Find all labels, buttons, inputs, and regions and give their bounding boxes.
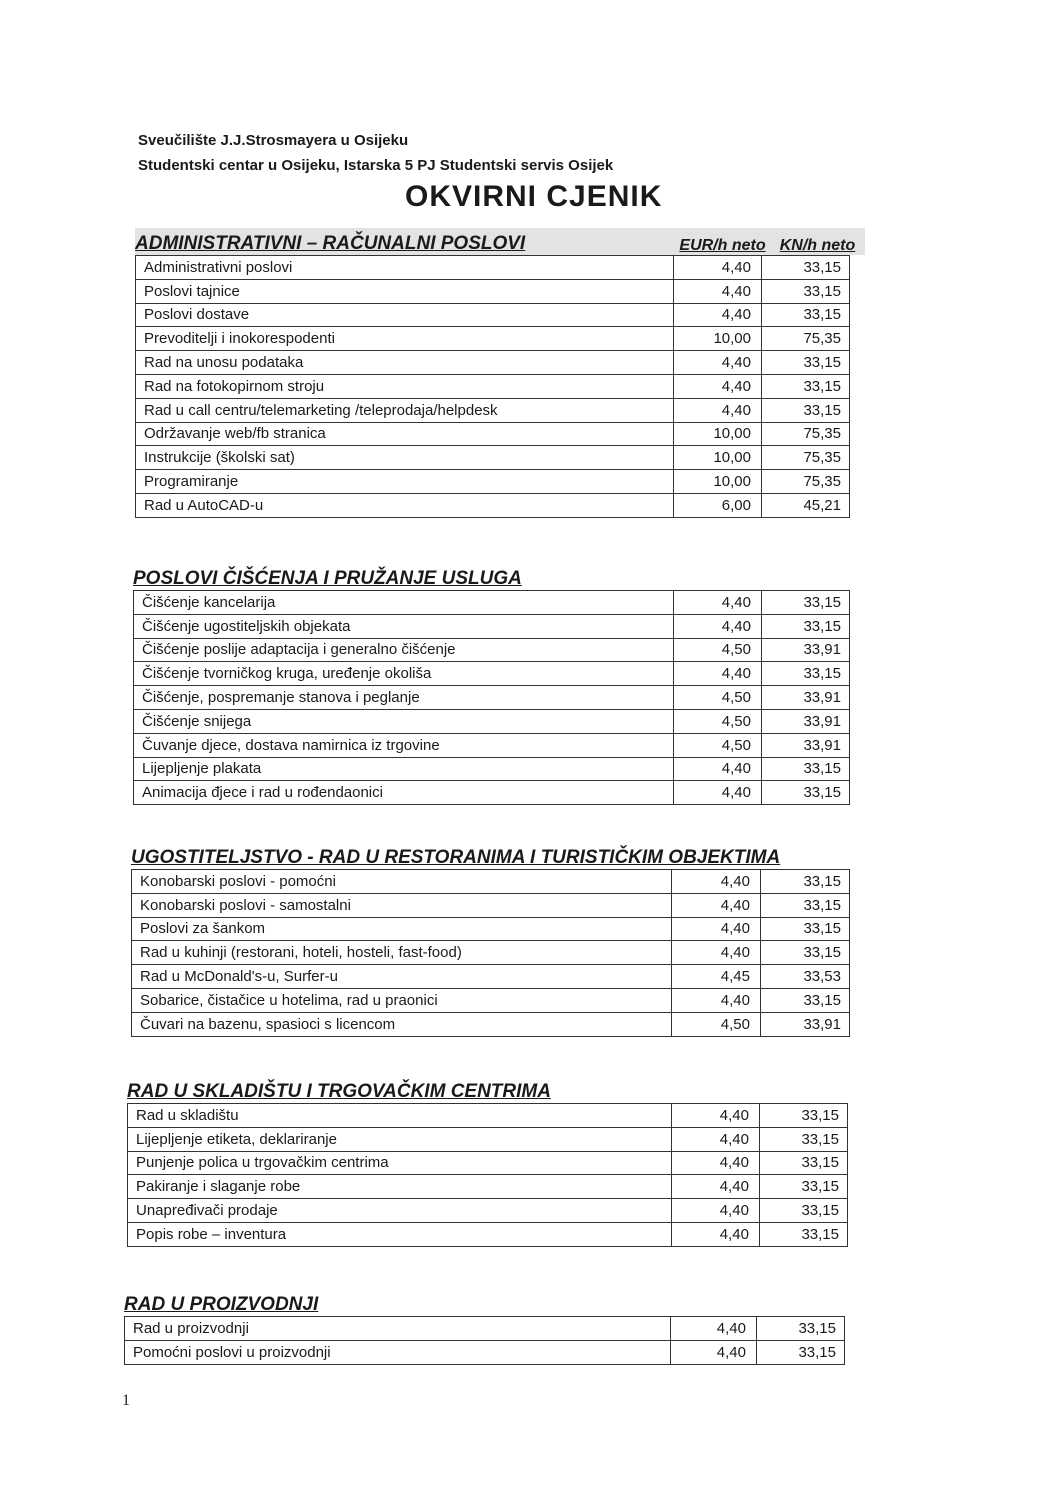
kn-rate-cell: 33,15	[760, 1222, 848, 1246]
price-table	[131, 869, 850, 1037]
section-title: RAD U PROIZVODNJI	[124, 1294, 319, 1315]
eur-rate-cell: 4,45	[672, 965, 761, 989]
university-name: Sveučilište J.J.Strosmayera u Osijeku	[138, 132, 409, 149]
table-row	[134, 733, 850, 757]
eur-rate-cell: 4,40	[674, 374, 762, 398]
table-row	[125, 1340, 845, 1364]
eur-rate-cell: 4,40	[674, 279, 762, 303]
kn-rate-cell: 45,21	[762, 493, 850, 517]
job-name-cell: Poslovi za šankom	[132, 917, 672, 941]
eur-rate-cell: 4,40	[672, 1104, 760, 1128]
job-name-cell: Čuvari na bazenu, spasioci s licencom	[132, 1012, 672, 1036]
section-heading	[135, 228, 865, 255]
table-row	[132, 917, 850, 941]
kn-rate-cell: 33,15	[761, 988, 850, 1012]
job-name-cell: Pomoćni poslovi u proizvodnji	[125, 1340, 671, 1364]
job-name-cell: Lijepljenje plakata	[134, 757, 674, 781]
column-header-eur: EUR/h neto	[679, 237, 766, 254]
table-row	[128, 1127, 848, 1151]
eur-rate-cell: 4,40	[674, 351, 762, 375]
eur-rate-cell: 4,40	[674, 614, 762, 638]
eur-rate-cell: 4,40	[672, 1199, 760, 1223]
kn-rate-cell: 33,15	[761, 893, 850, 917]
table-row	[128, 1104, 848, 1128]
eur-rate-cell: 4,50	[674, 638, 762, 662]
kn-rate-cell: 33,15	[757, 1340, 845, 1364]
eur-rate-cell: 4,40	[674, 256, 762, 280]
service-address: Studentski centar u Osijeku, Istarska 5 PJ Studentski servis Osijek	[138, 157, 614, 174]
kn-rate-cell: 33,91	[761, 1012, 850, 1036]
column-header-kn: KN/h neto	[779, 237, 856, 254]
page-title: OKVIRNI CJENIK	[405, 180, 663, 213]
table-row	[136, 279, 850, 303]
kn-rate-cell: 33,15	[760, 1127, 848, 1151]
kn-rate-cell: 75,35	[762, 470, 850, 494]
eur-rate-cell: 4,50	[674, 686, 762, 710]
job-name-cell: Instrukcije (školski sat)	[136, 446, 674, 470]
table-row	[128, 1222, 848, 1246]
job-name-cell: Rad u McDonald's-u, Surfer-u	[132, 965, 672, 989]
table-row	[136, 374, 850, 398]
section-heading	[127, 1076, 847, 1103]
table-row	[136, 446, 850, 470]
kn-rate-cell: 33,15	[762, 351, 850, 375]
kn-rate-cell: 33,15	[762, 614, 850, 638]
job-name-cell: Administrativni poslovi	[136, 256, 674, 280]
eur-rate-cell: 10,00	[674, 327, 762, 351]
table-row	[132, 988, 850, 1012]
eur-rate-cell: 4,40	[672, 1127, 760, 1151]
kn-rate-cell: 33,15	[762, 662, 850, 686]
kn-rate-cell: 33,15	[760, 1175, 848, 1199]
job-name-cell: Lijepljenje etiketa, deklariranje	[128, 1127, 672, 1151]
table-row	[134, 591, 850, 615]
table-row	[136, 493, 850, 517]
section-heading	[133, 563, 849, 590]
kn-rate-cell: 33,15	[762, 781, 850, 805]
table-row	[136, 470, 850, 494]
eur-rate-cell: 4,40	[674, 591, 762, 615]
eur-rate-cell: 4,40	[674, 757, 762, 781]
eur-rate-cell: 10,00	[674, 446, 762, 470]
table-row	[134, 638, 850, 662]
job-name-cell: Rad u skladištu	[128, 1104, 672, 1128]
table-row	[136, 398, 850, 422]
table-row	[128, 1151, 848, 1175]
job-name-cell: Prevoditelji i inokorespodenti	[136, 327, 674, 351]
job-name-cell: Popis robe – inventura	[128, 1222, 672, 1246]
job-name-cell: Rad na fotokopirnom stroju	[136, 374, 674, 398]
job-name-cell: Poslovi dostave	[136, 303, 674, 327]
eur-rate-cell: 6,00	[674, 493, 762, 517]
eur-rate-cell: 4,40	[674, 781, 762, 805]
table-row	[134, 757, 850, 781]
eur-rate-cell: 4,40	[674, 303, 762, 327]
table-row	[134, 709, 850, 733]
section-proizvodnja	[124, 1289, 844, 1365]
table-row	[136, 422, 850, 446]
section-ciscenje	[133, 563, 849, 805]
kn-rate-cell: 33,15	[762, 256, 850, 280]
section-title: ADMINISTRATIVNI – RAČUNALNI POSLOVI	[135, 233, 526, 254]
job-name-cell: Sobarice, čistačice u hotelima, rad u praonici	[132, 988, 672, 1012]
job-name-cell: Animacija đjece i rad u rođendaonici	[134, 781, 674, 805]
eur-rate-cell: 4,50	[674, 733, 762, 757]
eur-rate-cell: 4,40	[672, 941, 761, 965]
kn-rate-cell: 33,91	[762, 686, 850, 710]
table-row	[134, 686, 850, 710]
table-row	[134, 662, 850, 686]
job-name-cell: Čišćenje kancelarija	[134, 591, 674, 615]
table-row	[128, 1175, 848, 1199]
eur-rate-cell: 4,40	[672, 1151, 760, 1175]
kn-rate-cell: 33,91	[762, 638, 850, 662]
kn-rate-cell: 33,15	[761, 917, 850, 941]
job-name-cell: Čišćenje, pospremanje stanova i peglanje	[134, 686, 674, 710]
table-row	[132, 941, 850, 965]
kn-rate-cell: 33,15	[762, 757, 850, 781]
eur-rate-cell: 4,40	[672, 893, 761, 917]
kn-rate-cell: 75,35	[762, 327, 850, 351]
kn-rate-cell: 33,15	[762, 591, 850, 615]
kn-rate-cell: 33,91	[762, 733, 850, 757]
table-row	[136, 351, 850, 375]
job-name-cell: Poslovi tajnice	[136, 279, 674, 303]
job-name-cell: Čišćenje ugostiteljskih objekata	[134, 614, 674, 638]
eur-rate-cell: 4,40	[672, 917, 761, 941]
eur-rate-cell: 4,40	[674, 398, 762, 422]
table-row	[136, 303, 850, 327]
eur-rate-cell: 4,40	[671, 1340, 757, 1364]
section-title: POSLOVI ČIŠĆENJA I PRUŽANJE USLUGA	[133, 568, 522, 589]
eur-rate-cell: 4,40	[672, 870, 761, 894]
section-administrativni	[135, 228, 865, 518]
eur-rate-cell: 10,00	[674, 422, 762, 446]
table-row	[125, 1317, 845, 1341]
price-table	[127, 1103, 848, 1247]
eur-rate-cell: 4,40	[671, 1317, 757, 1341]
job-name-cell: Održavanje web/fb stranica	[136, 422, 674, 446]
table-row	[132, 870, 850, 894]
eur-rate-cell: 4,40	[674, 662, 762, 686]
job-name-cell: Čišćenje poslije adaptacija i generalno čišćenje	[134, 638, 674, 662]
job-name-cell: Čuvanje djece, dostava namirnica iz trgovine	[134, 733, 674, 757]
eur-rate-cell: 4,40	[672, 1222, 760, 1246]
job-name-cell: Rad u call centru/telemarketing /teleprodaja/helpdesk	[136, 398, 674, 422]
eur-rate-cell: 4,40	[672, 1175, 760, 1199]
price-table	[124, 1316, 845, 1365]
kn-rate-cell: 33,15	[760, 1151, 848, 1175]
job-name-cell: Konobarski poslovi - pomoćni	[132, 870, 672, 894]
kn-rate-cell: 33,15	[761, 870, 850, 894]
eur-rate-cell: 4,50	[674, 709, 762, 733]
job-name-cell: Unapređivači prodaje	[128, 1199, 672, 1223]
kn-rate-cell: 33,53	[761, 965, 850, 989]
job-name-cell: Programiranje	[136, 470, 674, 494]
kn-rate-cell: 33,15	[760, 1104, 848, 1128]
kn-rate-cell: 33,15	[757, 1317, 845, 1341]
table-row	[128, 1199, 848, 1223]
kn-rate-cell: 33,15	[761, 941, 850, 965]
table-row	[136, 327, 850, 351]
job-name-cell: Konobarski poslovi - samostalni	[132, 893, 672, 917]
kn-rate-cell: 33,15	[762, 279, 850, 303]
table-row	[132, 1012, 850, 1036]
job-name-cell: Rad na unosu podataka	[136, 351, 674, 375]
kn-rate-cell: 33,15	[762, 303, 850, 327]
kn-rate-cell: 33,15	[760, 1199, 848, 1223]
kn-rate-cell: 33,15	[762, 398, 850, 422]
job-name-cell: Rad u kuhinji (restorani, hoteli, hosteli, fast-food)	[132, 941, 672, 965]
eur-rate-cell: 4,50	[672, 1012, 761, 1036]
job-name-cell: Rad u proizvodnji	[125, 1317, 671, 1341]
section-heading	[131, 842, 849, 869]
table-row	[134, 614, 850, 638]
section-title: UGOSTITELJSTVO - RAD U RESTORANIMA I TURISTIČKIM OBJEKTIMA	[131, 847, 781, 868]
kn-rate-cell: 33,91	[762, 709, 850, 733]
table-row	[132, 965, 850, 989]
page-number: 1	[122, 1392, 130, 1409]
document-header	[138, 128, 613, 178]
job-name-cell: Punjenje polica u trgovačkim centrima	[128, 1151, 672, 1175]
job-name-cell: Pakiranje i slaganje robe	[128, 1175, 672, 1199]
section-skladiste	[127, 1076, 847, 1247]
table-row	[134, 781, 850, 805]
job-name-cell: Rad u AutoCAD-u	[136, 493, 674, 517]
job-name-cell: Čišćenje tvorničkog kruga, uređenje okoliša	[134, 662, 674, 686]
price-table	[133, 590, 850, 805]
section-heading	[124, 1289, 844, 1316]
job-name-cell: Čišćenje snijega	[134, 709, 674, 733]
section-title: RAD U SKLADIŠTU I TRGOVAČKIM CENTRIMA	[127, 1081, 551, 1102]
kn-rate-cell: 33,15	[762, 374, 850, 398]
eur-rate-cell: 4,40	[672, 988, 761, 1012]
kn-rate-cell: 75,35	[762, 446, 850, 470]
price-table	[135, 255, 850, 518]
section-ugostiteljstvo	[131, 842, 849, 1037]
eur-rate-cell: 10,00	[674, 470, 762, 494]
table-row	[136, 256, 850, 280]
kn-rate-cell: 75,35	[762, 422, 850, 446]
table-row	[132, 893, 850, 917]
